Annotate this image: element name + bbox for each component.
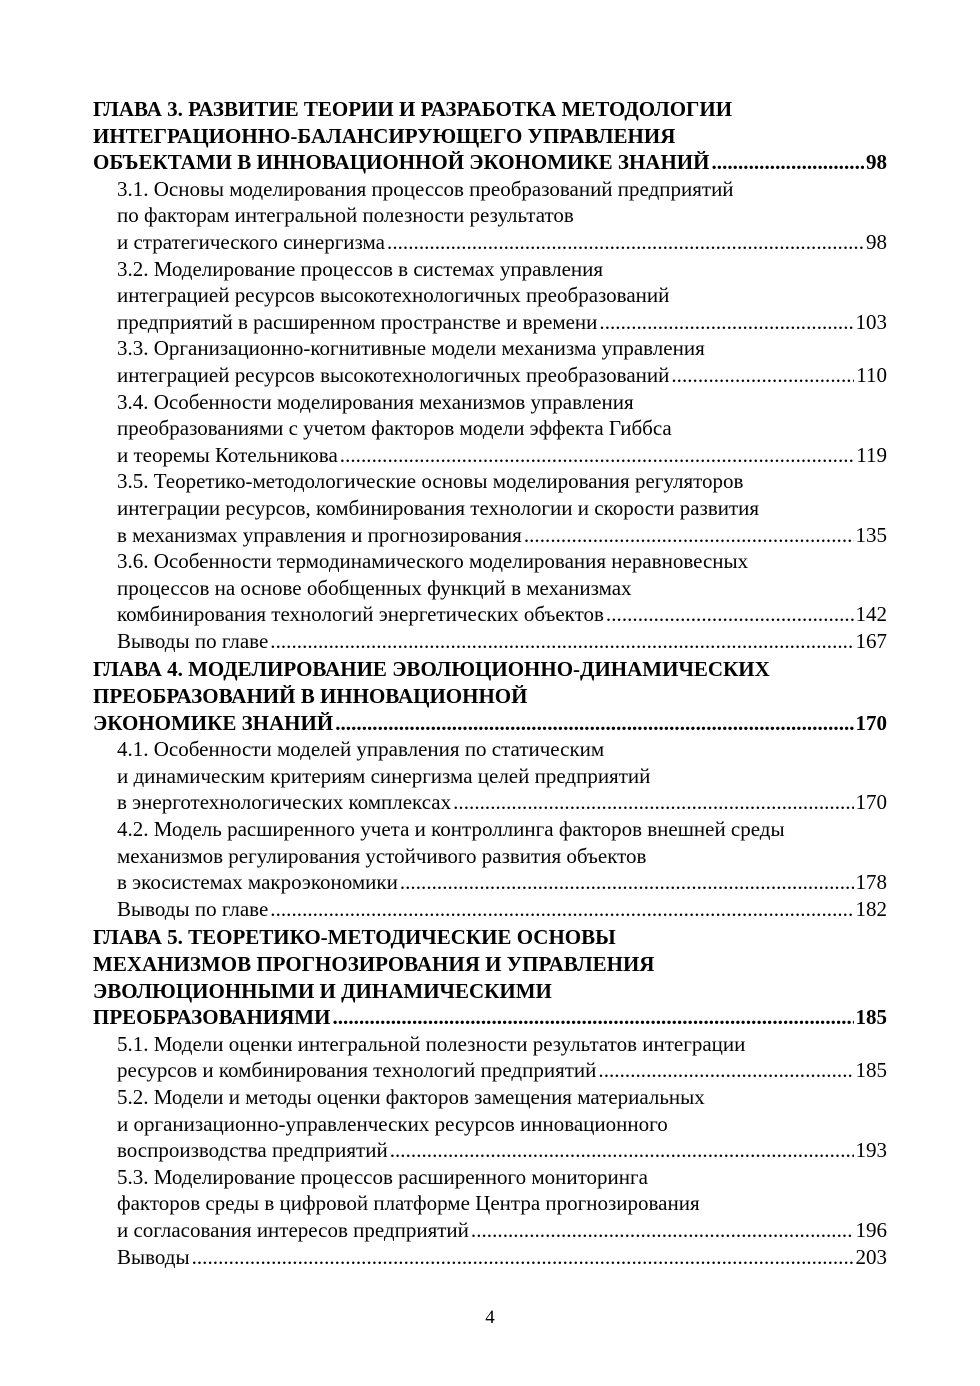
toc-entry-line: комбинирования технологий энергетических объектов xyxy=(117,602,604,627)
toc-page-number: 135 xyxy=(855,522,887,547)
toc-entry-line: в экосистемах макроэкономики xyxy=(117,870,398,895)
toc-entry-line: интеграцией ресурсов высокотехнологичных преобразований xyxy=(117,283,670,308)
toc-entry-line: по факторам интегральной полезности результатов xyxy=(117,203,574,228)
toc-section-entry xyxy=(93,628,887,655)
toc-section-entry xyxy=(93,1164,887,1244)
toc-entry-line: Выводы по главе xyxy=(117,628,269,653)
toc-section-entry xyxy=(93,548,887,628)
toc-page-number: 170 xyxy=(855,790,887,815)
toc-entry-last-line xyxy=(117,1244,887,1271)
toc-page-number: 193 xyxy=(855,1138,887,1163)
toc-entry-last-line xyxy=(117,601,887,628)
toc-entry-line: ИНТЕГРАЦИОННО-БАЛАНСИРУЮЩЕГО УПРАВЛЕНИЯ xyxy=(93,123,676,148)
toc-entry-line: 4.2. Модель расширенного учета и контроллинга факторов внешней среды xyxy=(117,817,785,842)
dot-leader xyxy=(270,896,853,923)
toc-page-number: 196 xyxy=(855,1217,887,1242)
toc-page-number: 98 xyxy=(866,150,887,175)
dot-leader xyxy=(270,628,853,655)
toc-entry-line: и согласования интересов предприятий xyxy=(117,1217,469,1242)
dot-leader xyxy=(453,789,853,816)
toc-entry-line: механизмов регулирования устойчивого развития объектов xyxy=(117,843,647,868)
toc-entry-line: 3.6. Особенности термодинамического моделирования неравновесных xyxy=(117,549,749,574)
dot-leader xyxy=(606,601,854,628)
toc-page-number: 185 xyxy=(855,1005,887,1030)
toc-section-entry xyxy=(93,468,887,548)
toc-entry-line: ЭКОНОМИКЕ ЗНАНИЙ xyxy=(93,710,334,735)
toc-section-entry xyxy=(93,176,887,256)
toc-chapter-entry xyxy=(93,656,887,736)
dot-leader xyxy=(400,869,854,896)
toc-entry-line: 3.2. Моделирование процессов в системах управления xyxy=(117,256,604,281)
toc-entry-last-line xyxy=(93,149,887,176)
toc-page-number: 110 xyxy=(856,362,887,387)
toc-entry-last-line xyxy=(117,869,887,896)
toc-section-entry xyxy=(93,256,887,336)
toc-chapter-entry xyxy=(93,924,887,1030)
dot-leader xyxy=(387,229,864,256)
toc-entry-line: факторов среды в цифровой платформе Центра прогнозирования xyxy=(117,1191,700,1216)
toc-page-number: 178 xyxy=(855,870,887,895)
dot-leader xyxy=(671,362,854,389)
toc-page-number: 119 xyxy=(856,442,887,467)
toc-entry-line: ГЛАВА 3. РАЗВИТИЕ ТЕОРИИ И РАЗРАБОТКА МЕТОДОЛОГИИ xyxy=(93,97,733,121)
toc-entry-line: ЭВОЛЮЦИОННЫМИ И ДИНАМИЧЕСКИМИ xyxy=(93,978,552,1003)
toc-entry-line: 3.5. Теоретико-методологические основы моделирования регуляторов xyxy=(117,469,744,494)
toc-section-entry xyxy=(93,736,887,816)
toc-entry-last-line xyxy=(117,522,887,549)
toc-entry-line: и организационно-управленческих ресурсов инновационного xyxy=(117,1111,668,1136)
toc-page-number: 170 xyxy=(855,710,887,735)
dot-leader xyxy=(340,442,854,469)
table-of-contents xyxy=(93,94,887,1270)
toc-entry-line: Выводы по главе xyxy=(117,896,269,921)
toc-entry-last-line xyxy=(117,229,887,256)
toc-page-number: 142 xyxy=(855,602,887,627)
dot-leader xyxy=(471,1217,854,1244)
toc-entry-last-line xyxy=(117,1137,887,1164)
toc-entry-line: и теоремы Котельникова xyxy=(117,442,338,467)
page-number: 4 xyxy=(485,1307,495,1328)
toc-page-number: 182 xyxy=(855,896,887,921)
dot-leader xyxy=(335,710,853,737)
toc-entry-line: интеграции ресурсов, комбинирования технологии и скорости развития xyxy=(117,495,760,520)
dot-leader xyxy=(332,1004,853,1031)
toc-entry-line: преобразованиями с учетом факторов модели эффекта Гиббса xyxy=(117,416,672,441)
toc-entry-line: МЕХАНИЗМОВ ПРОГНОЗИРОВАНИЯ И УПРАВЛЕНИЯ xyxy=(93,952,655,976)
toc-section-entry xyxy=(93,1244,887,1271)
toc-entry-line: ГЛАВА 5. ТЕОРЕТИКО-МЕТОДИЧЕСКИЕ ОСНОВЫ xyxy=(93,925,616,950)
toc-section-entry xyxy=(93,816,887,896)
toc-entry-last-line xyxy=(117,1217,887,1244)
toc-entry-line: 5.1. Модели оценки интегральной полезности результатов интеграции xyxy=(117,1031,746,1056)
toc-section-entry xyxy=(93,335,887,388)
toc-entry-line: в энерготехнологических комплексах xyxy=(117,790,452,815)
toc-entry-line: 4.1. Особенности моделей управления по статическим xyxy=(117,737,605,762)
toc-entry-last-line xyxy=(117,1057,887,1084)
toc-page-number: 203 xyxy=(855,1244,887,1269)
toc-page-number: 167 xyxy=(855,628,887,653)
toc-entry-last-line xyxy=(93,1004,887,1031)
toc-section-entry xyxy=(93,389,887,469)
dot-leader xyxy=(524,522,854,549)
toc-section-entry xyxy=(93,1084,887,1164)
toc-entry-line: и динамическим критериям синергизма целей предприятий xyxy=(117,763,651,788)
toc-entry-line: интеграцией ресурсов высокотехнологичных преобразований xyxy=(117,362,670,387)
toc-entry-line: 3.4. Особенности моделирования механизмов управления xyxy=(117,389,634,414)
dot-leader xyxy=(598,1057,853,1084)
toc-entry-line: Выводы xyxy=(117,1244,190,1269)
toc-entry-line: 5.2. Модели и методы оценки факторов замещения материальных xyxy=(117,1084,705,1109)
toc-page-number: 103 xyxy=(855,309,887,334)
toc-entry-line: ПРЕОБРАЗОВАНИЯМИ xyxy=(93,1005,331,1030)
toc-entry-line: предприятий в расширенном пространстве и времени xyxy=(117,309,598,334)
toc-entry-line: 5.3. Моделирование процессов расширенного мониторинга xyxy=(117,1164,648,1189)
toc-entry-line: и стратегического синергизма xyxy=(117,229,386,254)
toc-entry-last-line xyxy=(117,309,887,336)
dot-leader xyxy=(390,1137,854,1164)
toc-entry-line: процессов на основе обобщенных функций в механизмах xyxy=(117,575,632,600)
toc-section-entry xyxy=(93,1031,887,1084)
toc-entry-line: ОБЪЕКТАМИ В ИННОВАЦИОННОЙ ЭКОНОМИКЕ ЗНАНИЙ xyxy=(93,150,710,175)
toc-entry-last-line xyxy=(117,442,887,469)
toc-entry-last-line xyxy=(117,789,887,816)
toc-chapter-entry xyxy=(93,96,887,176)
dot-leader xyxy=(192,1244,854,1271)
toc-entry-last-line xyxy=(117,362,887,389)
toc-entry-line: ГЛАВА 4. МОДЕЛИРОВАНИЕ ЭВОЛЮЦИОННО-ДИНАМИЧЕСКИХ xyxy=(93,657,770,682)
toc-section-entry xyxy=(93,896,887,923)
toc-entry-line: воспроизводства предприятий xyxy=(117,1138,388,1163)
toc-entry-line: в механизмах управления и прогнозирования xyxy=(117,522,522,547)
toc-entry-line: ПРЕОБРАЗОВАНИЙ В ИННОВАЦИОННОЙ xyxy=(93,684,528,709)
toc-entry-line: ресурсов и комбинирования технологий предприятий xyxy=(117,1058,597,1083)
toc-entry-line: 3.3. Организационно-когнитивные модели механизма управления xyxy=(117,336,705,361)
toc-page-number: 98 xyxy=(866,229,887,254)
toc-entry-last-line xyxy=(93,710,887,737)
dot-leader xyxy=(599,309,853,336)
toc-entry-last-line xyxy=(117,896,887,923)
toc-entry-line: 3.1. Основы моделирования процессов преобразований предприятий xyxy=(117,176,734,201)
toc-entry-last-line xyxy=(117,628,887,655)
toc-page-number: 185 xyxy=(855,1058,887,1083)
dot-leader xyxy=(711,149,864,176)
